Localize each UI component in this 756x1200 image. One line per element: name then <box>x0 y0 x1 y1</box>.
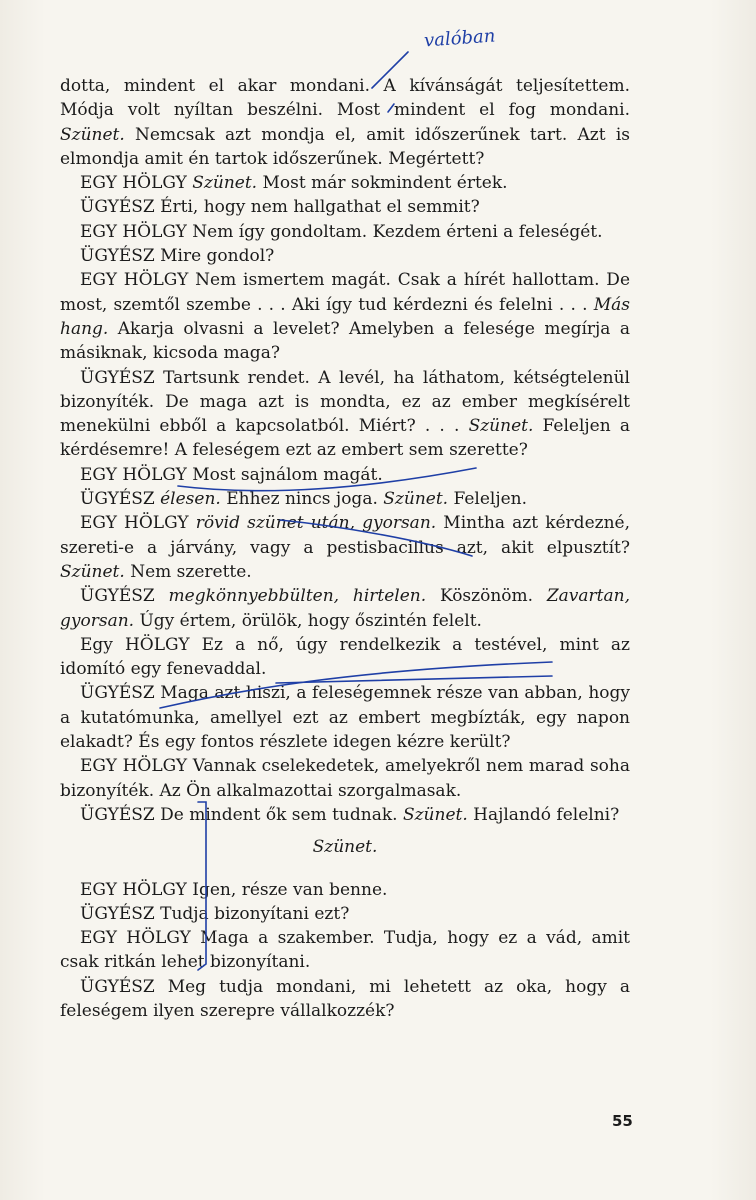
paragraph: EGY HÖLGY Maga a szakember. Tudja, hogy ez a vád, amit csak ritkán lehet bizonyítani. <box>60 928 630 973</box>
paragraph: EGY HÖLGY rövid szünet után, gyorsan. Mintha azt kérdezné, szereti-e a járvány, vagy a pestisbacillus azt, akit elpusztít? Szünet. Nem szerette. <box>60 513 630 582</box>
strike-line <box>276 676 552 683</box>
paragraph: EGY HÖLGY Vannak cselekedetek, amelyekről nem marad soha bizonyíték. Az Ön alkalmazottai szorgalmasak. <box>60 756 630 801</box>
paragraph: EGY HÖLGY Nem így gondoltam. Kezdem érteni a feleségét. <box>80 221 603 242</box>
paragraph: EGY HÖLGY Nem ismertem magát. Csak a hírét hallottam. De most, szemtől szembe . . . Aki így tud kérdezni és felelni . . . Más hang. Akarja olvasni a levelet? Amelyben a felesége megírja a másiknak, kicsoda maga? <box>60 270 630 364</box>
handwritten-note: valóban <box>423 25 496 52</box>
insert-mark <box>388 104 394 112</box>
paragraph: EGY HÖLGY Szünet. Most már sokmindent értek. <box>80 173 508 194</box>
paragraph: ÜGYÉSZ Érti, hogy nem hallgathat el semmit? <box>80 197 480 218</box>
paragraph: ÜGYÉSZ élesen. Ehhez nincs joga. Szünet. Feleljen. <box>80 489 528 510</box>
paragraph: EGY HÖLGY Igen, része van benne. <box>80 879 388 900</box>
stage-direction: Szünet. <box>312 837 378 858</box>
paragraph: ÜGYÉSZ Mire gondol? <box>80 246 275 267</box>
page-number: 55 <box>612 1112 633 1130</box>
paragraph: ÜGYÉSZ Maga azt hiszi, a feleségemnek része van abban, hogy a kutatómunka, amellyel ezt az embert megbízták, egy napon elakadt? És egy fontos részlete idegen kézre került? <box>60 683 630 753</box>
reorder-line <box>178 468 476 491</box>
paragraph: dotta, mindent el akar mondani. A kívánságát teljesítettem. Módja volt nyíltan beszélni. Most mindent el fog mondani. Szünet. Nemcsak azt mondja el, amit időszerűnek tart. Azt is elmondja amit én tartok időszerűnek. Megértett? <box>60 76 630 169</box>
paragraph: ÜGYÉSZ De mindent ők sem tudnak. Szünet. Hajlandó felelni? <box>80 804 620 825</box>
paragraph: Egy HÖLGY Ez a nő, úgy rendelkezik a testével, mint az idomító egy fenevaddal. <box>60 634 630 680</box>
paragraph: ÜGYÉSZ Tudja bizonyítani ezt? <box>80 903 350 924</box>
reorder-line <box>280 520 472 556</box>
bracket-line <box>198 802 206 970</box>
paragraph: ÜGYÉSZ Meg tudja mondani, mi lehetett az oka, hogy a feleségem ilyen szerepre vállalkozzék? <box>60 976 630 1021</box>
paragraph: ÜGYÉSZ Tartsunk rendet. A levél, ha láthatom, kétségtelenül bizonyíték. De maga azt is mondta, ez az ember megkísérelt menekülni ebből a kapcsolatból. Miért? . . . Szünet. Feleljen a kérdésemre! A feleségem ezt az embert sem szerette? <box>60 367 630 461</box>
insert-mark <box>372 52 408 88</box>
paragraph: ÜGYÉSZ megkönnyebbülten, hirtelen. Köszönöm. Zavartan, gyorsan. Úgy értem, örülök, hogy őszintén felelt. <box>60 586 630 631</box>
paragraph: EGY HÖLGY Most sajnálom magát. <box>80 464 383 485</box>
arrow-line <box>160 662 552 708</box>
